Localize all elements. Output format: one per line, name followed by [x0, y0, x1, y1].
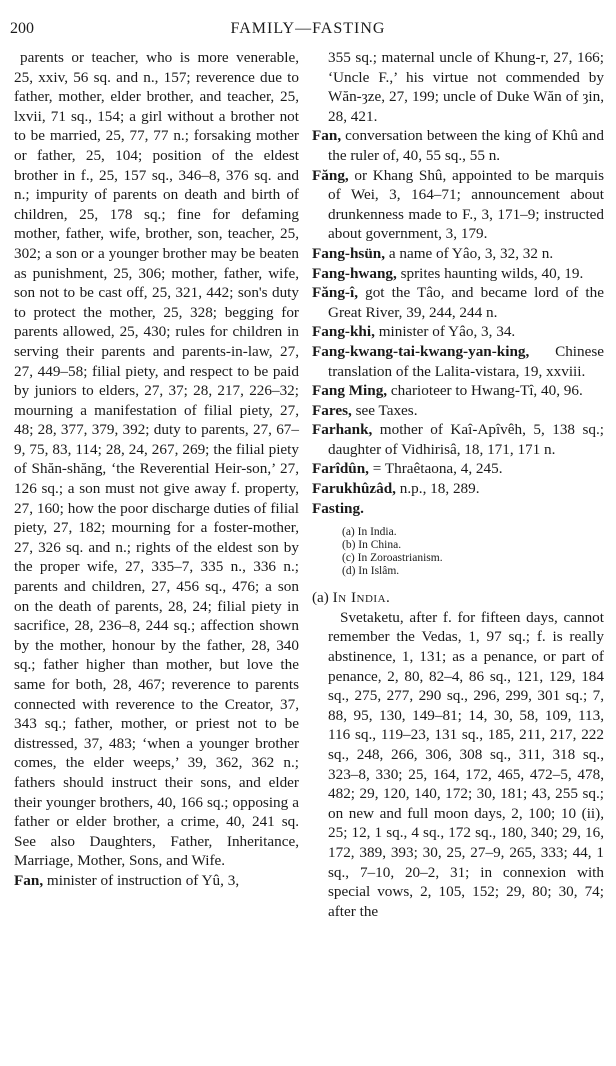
entry-headword: Fan,: [14, 871, 44, 889]
entry-text: n.p., 18, 289.: [395, 480, 480, 498]
entry-text: conversation between the king of Khû and the ruler of, 40, 55 sq., 55 n.: [328, 127, 604, 164]
index-entry: [312, 401, 604, 421]
entry-text: or Khang Shû, appointed to be marquis of Wei, 3, 164–71; announcement about drunkenness made to F., 3, 171–9; instructed about government, 3, 179.: [328, 166, 604, 243]
fan-entry-continuation: 355 sq.; maternal uncle of Khung-r, 27, 166; ‘Uncle F.,’ his virtue not commended by Wăn-ȝze, 27, 199; uncle of Duke Wăn of ȝin, 28, 421.: [328, 49, 604, 125]
entry-headword: Fang Ming,: [312, 382, 388, 400]
index-entry: [312, 283, 604, 322]
entry-text: charioteer to Hwang-Tî, 40, 96.: [387, 382, 583, 400]
page-number: 200: [10, 20, 34, 37]
left-column: [14, 48, 299, 891]
entry-headword: Făng,: [312, 166, 349, 184]
entry-text: mother of Kaî-Apîvêh, 5, 138 sq.; daughter of Vidhirisâ, 18, 171, 171 n.: [328, 421, 604, 458]
entry-text: minister of instruction of Yû, 3,: [43, 871, 240, 889]
entry-headword: Fares,: [312, 401, 352, 419]
subsection-item: (b) In China.: [342, 539, 402, 552]
entry-headword: Farhank,: [312, 421, 373, 439]
index-entry: [312, 166, 604, 244]
entry-headword: Fang-khi,: [312, 323, 375, 341]
index-entry: [312, 381, 604, 401]
section-heading-india: [312, 588, 604, 608]
subsection-item: (d) In Islâm.: [342, 565, 400, 578]
entry-text: got the Tâo, and became lord of the Great River, 39, 244, 244 n.: [328, 284, 604, 321]
entry-text: Chinese translation of the Lalita-vistara, 19, xxviii.: [328, 342, 604, 380]
subsection-item: (c) In Zoroastrianism.: [342, 552, 443, 565]
fasting-subsections: [342, 526, 604, 578]
subsection-item: (a) In India.: [342, 526, 397, 539]
index-entry-fan: [14, 871, 299, 891]
index-entry: [312, 342, 604, 381]
entry-headword: Făng-î,: [312, 284, 358, 302]
entry-headword: Fan,: [312, 127, 342, 145]
entry-text: = Thraêtaona, 4, 245.: [368, 460, 503, 478]
index-entry: [312, 420, 604, 459]
section-label: (a): [312, 589, 329, 607]
index-entry: [312, 459, 604, 479]
entry-text: sprites haunting wilds, 40, 19.: [396, 264, 584, 282]
entry-headword: Farukhûzâd,: [312, 480, 396, 498]
entry-headword: Fang-kwang-tai-kwang-yan-king,: [312, 342, 530, 360]
entry-headword: Fang-hsün,: [312, 244, 386, 262]
index-entry: [312, 244, 604, 264]
entry-text: a name of Yâo, 3, 32, 32 n.: [385, 244, 554, 262]
index-entry: [312, 126, 604, 165]
entry-headword: Fang-hwang,: [312, 264, 397, 282]
index-entry: [312, 322, 604, 342]
fasting-india-text: Svetaketu, after f. for fifteen days, cannot remember the Vedas, 1, 97 sq.; f. is really abstinence, 1, 131; as a penance, or part of penance, 2, 80, 82–4, 86 sq., 121, 129, 184 sq., 275, 277, 290 sq., 296, 299, 301 sq.; 7, 88, 95, 130, 149–81; 14, 30, 58, 109, 113, 116 sq., 119–23, 131 sq., 185, 211, 217, 222 sq., 248, 266, 306, 308 sq., 311, 318 sq., 323–8, 330; 25, 164, 172, 465, 472–5, 478, 482; 29, 120, 140, 172; 30, 181; 43, 255 sq.; on new and full moon days, 2, 100; 10 (ii), 25; 12, 1 sq., 4 sq., 172 sq., 180, 340; 29, 16, 172, 389, 393; 30, 25, 27–9, 265, 333; 44, 1 sq., 7–10, 20–2, 31; in connexion with special vows, 2, 105, 152; 29, 80; 30, 74; after the: [328, 608, 604, 920]
fasting-heading: Fasting.: [312, 499, 364, 517]
entry-text: see Taxes.: [351, 401, 418, 419]
entry-headword: Farîdûn,: [312, 460, 369, 478]
section-title: In India.: [332, 589, 391, 607]
entry-text: minister of Yâo, 3, 34.: [374, 323, 516, 341]
index-entry: [312, 264, 604, 284]
index-entry: [312, 479, 604, 499]
right-column: [312, 48, 604, 921]
running-head: FAMILY—FASTING: [230, 20, 386, 37]
family-entry-continuation: parents or teacher, who is more venerable, 25, xxiv, 56 sq. and n., 157; reverence due to father, mother, elder brother, and teacher, 25, lxvii, 71 sq., 154; a girl without a brother not to be married, 25, 77, 77 n.; forsaking mother or father, 25, 104; position of the eldest brother in f., 25, 157 sq., 346–8, 376 sq. and n.; impurity of parents on death and birth of children, 25, 178 sq.; fine for defaming mother, father, wife, brother, son, teacher, 25, 302; a son or a younger brother may be beaten as punishment, 25, 306; mother, father, wife, son not to be cast off, 25, 321, 442; son's duty to protect the mother, 25, 328; begging for parents allowed, 25, 430; rules for children in serving their parents and parents-in-law, 27, 27, 449–58; filial piety, and respect to be paid by juniors to elders, 27, 37; 28, 217, 226–32; mourning a manifestation of filial piety, 27, 48; 28, 377, 379, 392; duty to parents, 27, 67–9, 75, 83, 114; 28, 24, 267, 269; the filial piety of Shăn-shăng, ‘the Reverential Heir-son,’ 27, 126 sq.; a son must not give away f. property, 27, 160; how the poor discharge duties of filial piety, 27, 182; mourning for a foster-mother, 27, 326 sq. and n.; rights of the eldest son by the proper wife, 27, 335–7, 335 n., 336 n.; parents and children, 27, 456 sq., 476; a son on the death of parents, 28, 24; filial piety in sacrifice, 28, 236–8, 244 sq.; affection shown by the mother, honour by the father, 28, 340 sq.; father higher than mother, but love the same for both, 28, 467; reverence to parents connected with reverence to the Creator, 37, 343 sq.; father, mother, or priest not to be distressed, 37, 483; ‘when a younger brother comes, the elder weeps,’ 39, 362, 362 n.; fathers should instruct their sons, and elder their younger brothers, 40, 166 sq.; opposing a father or elder brother, a crime, 40, 241 sq. See also Daughters, Father, Inheritance, Marriage, Mother, Sons, and Wife.: [14, 49, 299, 870]
